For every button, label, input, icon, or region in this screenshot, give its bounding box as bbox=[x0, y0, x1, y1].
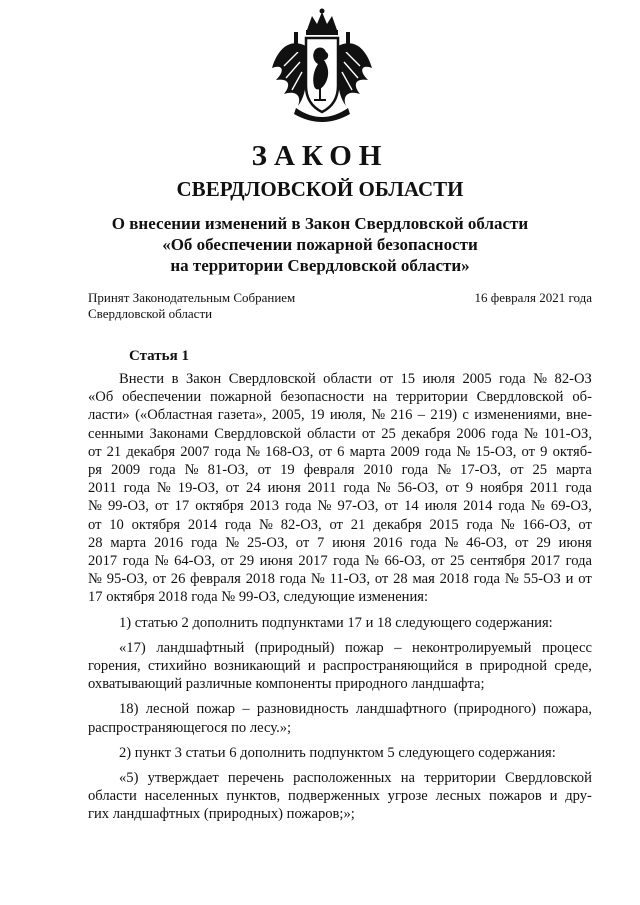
text-line: «5) утверждает перечень расположенных на территории Свердловской bbox=[119, 770, 592, 787]
law-subject bbox=[60, 213, 580, 276]
text-line: 18) лесной пожар – разновидность ландшафтного (природного) пожара, bbox=[119, 701, 592, 718]
text-line: горения, стихийно возникающий и распространяющийся в природной среде, bbox=[88, 658, 592, 675]
article-paragraph bbox=[88, 639, 592, 694]
text-line: «Об обеспечении пожарной безопасности на территории Свердловской об- bbox=[88, 389, 592, 406]
text-line: от 10 октября 2014 года № 82-ОЗ, от 21 декабря 2015 года № 166-ОЗ, от bbox=[88, 516, 592, 533]
text-line: № 95-ОЗ, от 26 февраля 2018 года № 11-ОЗ, от 28 мая 2018 года № 55-ОЗ и от bbox=[88, 571, 592, 588]
text-line: «17) ландшафтный (природный) пожар – неконтролируемый процесс bbox=[119, 639, 592, 656]
text-line: 28 марта 2016 года № 25-ОЗ, от 7 июня 2016 года № 46-ОЗ, от 29 июня bbox=[88, 534, 592, 551]
law-region: СВЕРДЛОВСКОЙ ОБЛАСТИ bbox=[176, 177, 464, 201]
text-line: области населенных пунктов, подверженных угрозе лесных пожаров и дру- bbox=[88, 788, 592, 805]
subject-line: на территории Свердловской области» bbox=[170, 256, 470, 275]
text-line: 2017 года № 64-ОЗ, от 29 июня 2017 года № 66-ОЗ, от 25 сентября 2017 года bbox=[88, 553, 592, 570]
adoption-note bbox=[88, 290, 295, 322]
adoption-date: 16 февраля 2021 года bbox=[474, 290, 592, 305]
subject-line: О внесении изменений в Закон Свердловской области bbox=[111, 214, 529, 233]
article-paragraph bbox=[88, 744, 592, 762]
article-paragraph bbox=[88, 370, 592, 607]
text-line: 17 октября 2018 года № 99-ОЗ, следующие изменения: bbox=[88, 589, 429, 606]
article-paragraph bbox=[88, 700, 592, 736]
article-heading: Статья 1 bbox=[129, 348, 189, 364]
text-line: гих ландшафтных (природных) пожаров;»; bbox=[88, 806, 355, 823]
text-line: 1) статью 2 дополнить подпунктами 17 и 18 следующего содержания: bbox=[119, 614, 553, 631]
text-line: ря 2009 года № 81-ОЗ, от 19 февраля 2010 года № 17-ОЗ, от 25 марта bbox=[88, 462, 592, 479]
text-line: сенными Законами Свердловской области от 25 декабря 2006 года № 101-ОЗ, bbox=[88, 425, 592, 442]
article-paragraph bbox=[88, 769, 592, 824]
adoption-line: Принят Законодательным Собранием bbox=[88, 290, 296, 305]
text-line: распространяющегося по лесу.»; bbox=[88, 719, 292, 736]
article-paragraph bbox=[88, 614, 592, 632]
subject-line: «Об обеспечении пожарной безопасности bbox=[162, 235, 478, 254]
coat-of-arms-icon bbox=[262, 8, 382, 126]
text-line: 2011 года № 19-ОЗ, от 24 июня 2011 года № 56-ОЗ, от 9 ноября 2011 года bbox=[88, 480, 592, 497]
text-line: от 21 декабря 2007 года № 168-ОЗ, от 6 марта 2009 года № 15-ОЗ, от 9 октяб- bbox=[88, 443, 592, 460]
law-title: ЗАКОН bbox=[251, 140, 389, 172]
text-line: 2) пункт 3 статьи 6 дополнить подпунктом 5 следующего содержания: bbox=[119, 744, 556, 761]
adoption-line: Свердловской области bbox=[88, 306, 213, 321]
text-line: ласти» («Областная газета», 2005, 19 июля, № 216 – 219) с изменениями, вне- bbox=[88, 407, 592, 424]
text-line: № 99-ОЗ, от 17 октября 2013 года № 97-ОЗ, от 14 июля 2014 года № 69-ОЗ, bbox=[88, 498, 592, 515]
text-line: охватывающий различные компоненты природного ландшафта; bbox=[88, 676, 485, 693]
article-body bbox=[88, 370, 592, 824]
text-line: Внести в Закон Свердловской области от 15 июля 2005 года № 82-ОЗ bbox=[119, 371, 592, 387]
